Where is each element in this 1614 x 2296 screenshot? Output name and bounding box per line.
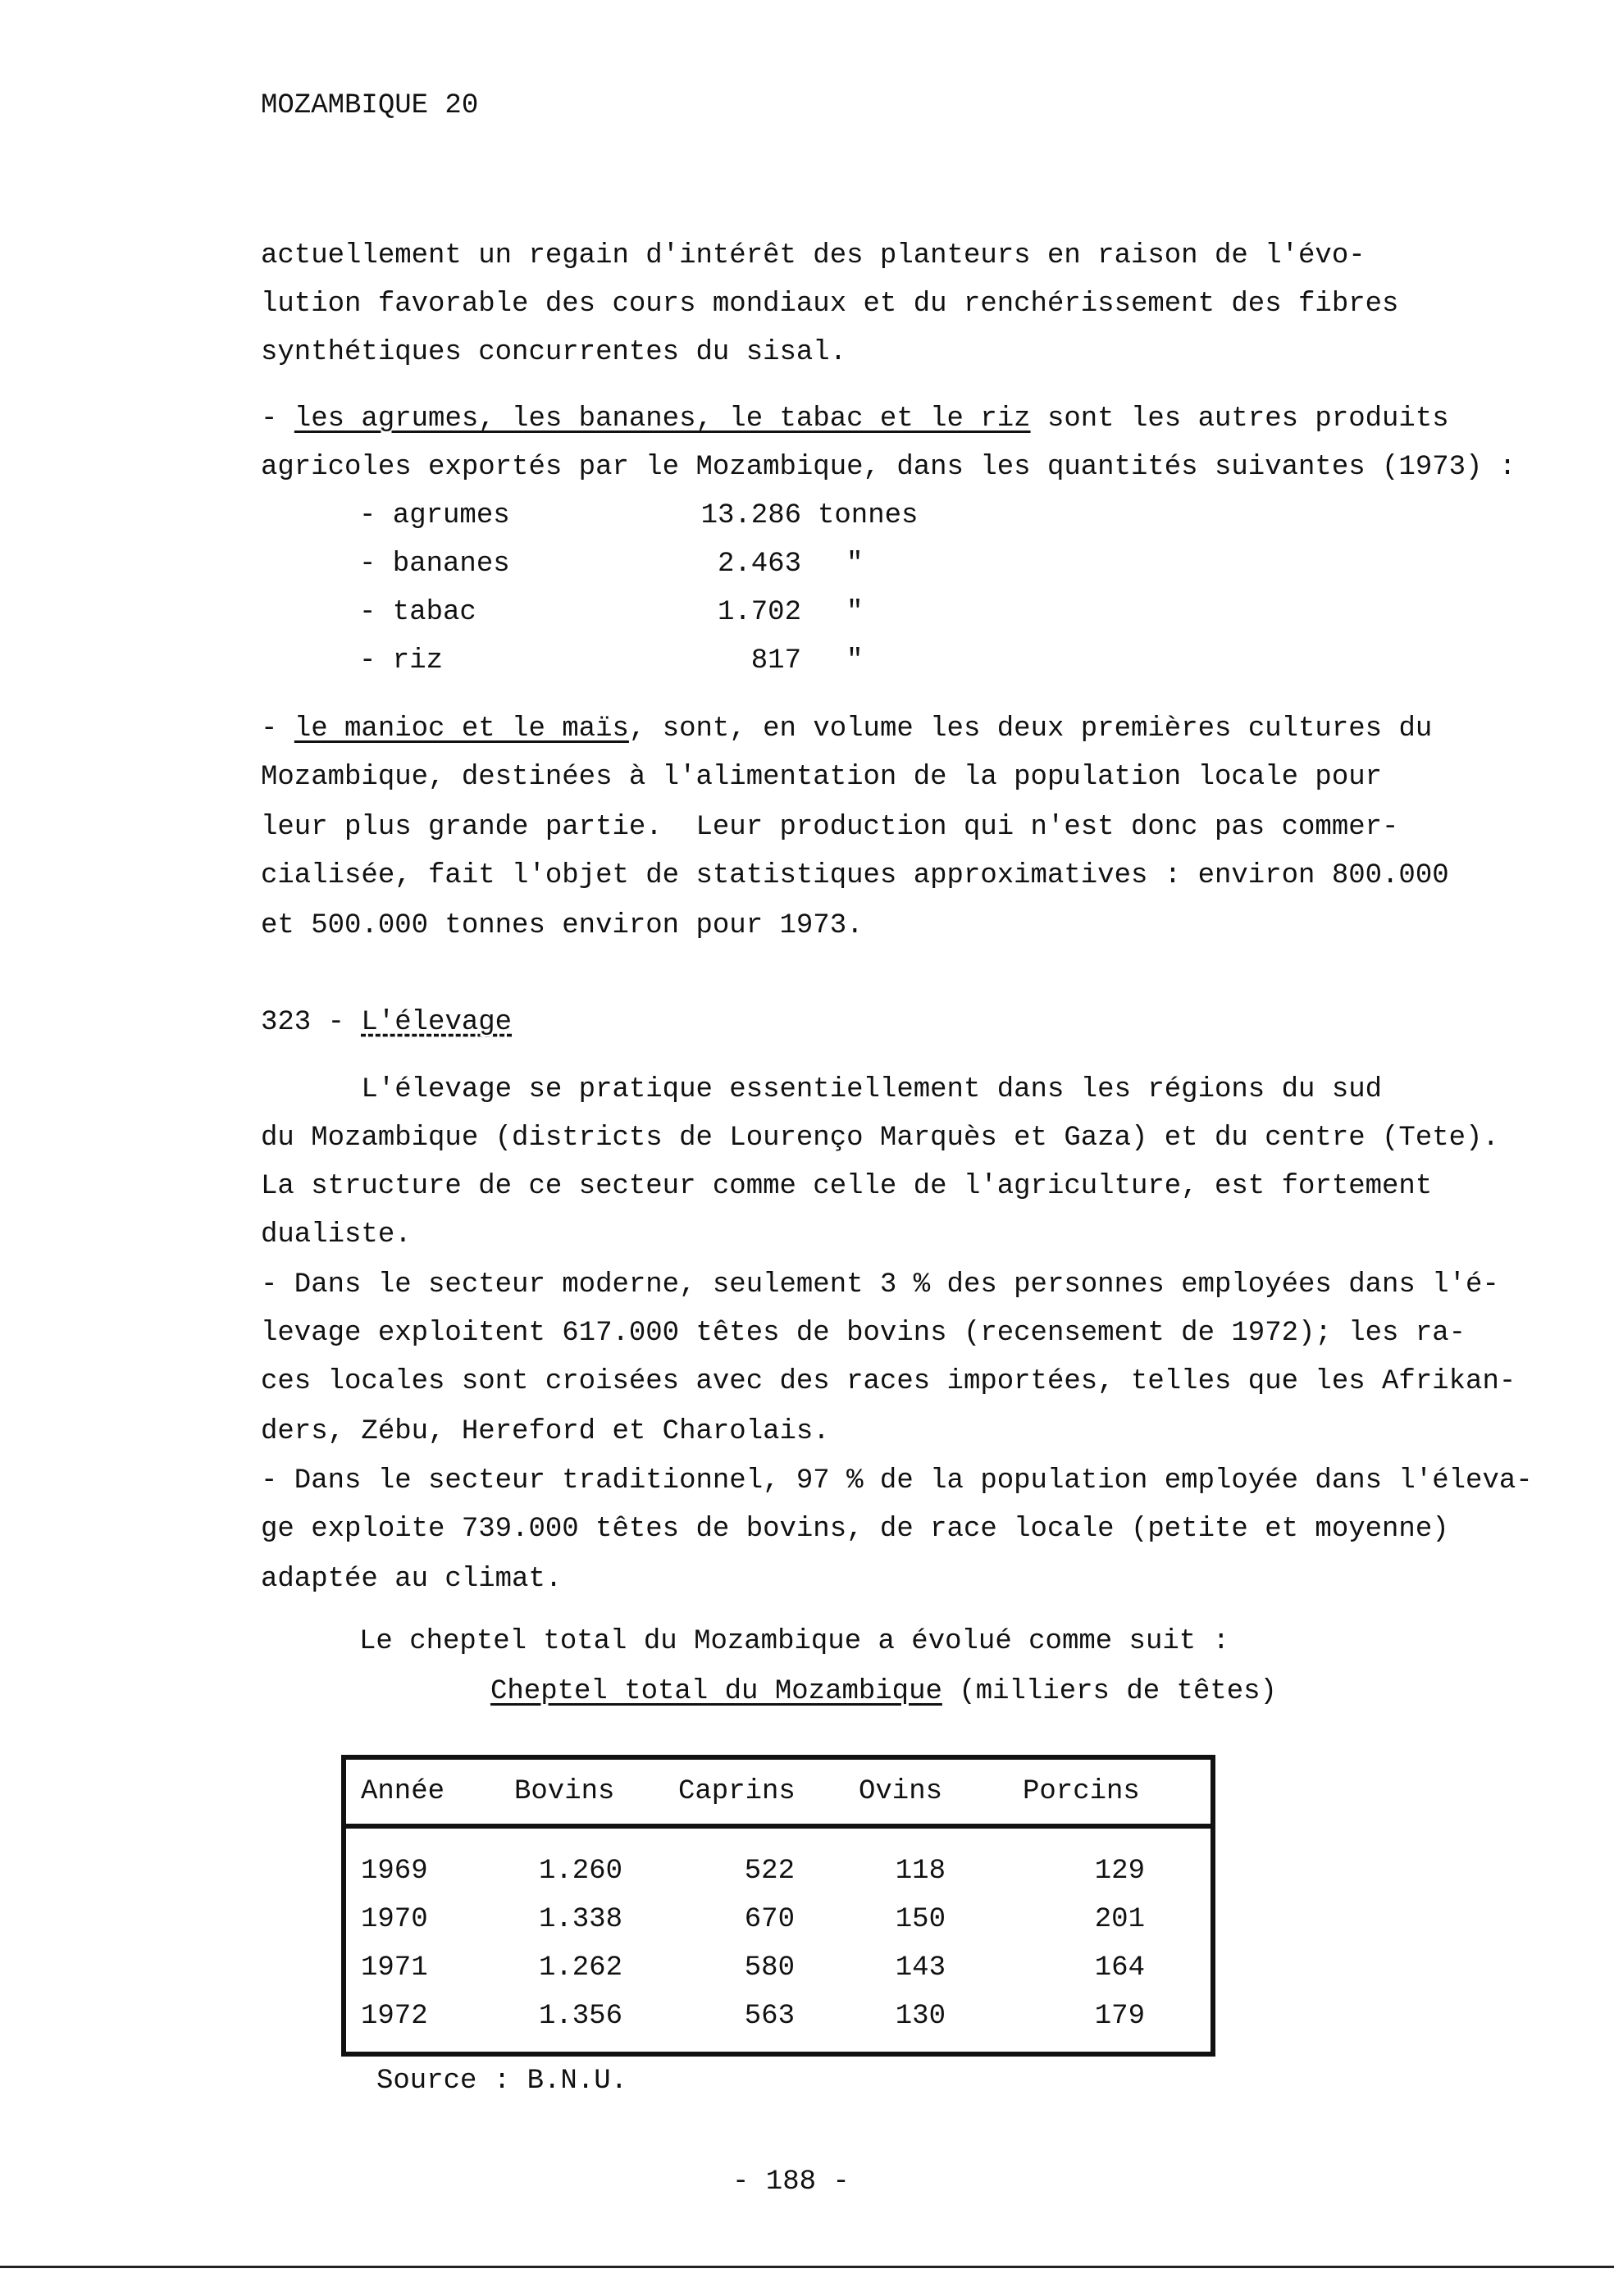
page-header: MOZAMBIQUE 20 [261, 90, 479, 121]
text: sont les autres produits [1030, 403, 1449, 435]
text-line: du Mozambique (districts de Lourenço Marquès et Gaza) et du centre (Tete). [261, 1123, 1499, 1154]
text-line: - Dans le secteur moderne, seulement 3 % des personnes employées dans l'é- [261, 1269, 1499, 1301]
export-value: 13.286 [700, 500, 801, 531]
export-value: 2.463 [717, 549, 801, 580]
cell: 1.262 [538, 1952, 622, 1984]
text-line: ders, Zébu, Hereford et Charolais. [261, 1416, 830, 1447]
text-line: La structure de ce secteur comme celle de l'agriculture, est fortement [261, 1171, 1433, 1202]
text-line: actuellement un regain d'intérêt des planteurs en raison de l'évo- [261, 240, 1366, 271]
text: (milliers de têtes) [942, 1676, 1277, 1707]
table-row [344, 1943, 1213, 1992]
table-row [344, 1847, 1213, 1895]
table-intro: Le cheptel total du Mozambique a évolué comme suit : [359, 1626, 1229, 1657]
export-name: - riz [359, 645, 444, 676]
section-number: 323 - [261, 1007, 362, 1038]
underlined-text: le manioc et le maïs [294, 713, 629, 745]
cell: 1969 [361, 1855, 428, 1887]
export-unit: " [846, 549, 864, 580]
underlined-text: Cheptel total du Mozambique [490, 1676, 942, 1707]
cell: 1.338 [538, 1903, 622, 1935]
export-item [0, 500, 1614, 533]
cell: 1.356 [538, 2000, 622, 2032]
column-header: Ovins [844, 1757, 1008, 1826]
text-line [261, 713, 1432, 745]
section-title: L'élevage [361, 1007, 513, 1038]
section-heading [261, 1006, 512, 1039]
text-line: L'élevage se pratique essentiellement dans les régions du sud [261, 1074, 1383, 1105]
export-unit: " [846, 597, 864, 628]
column-header: Porcins [1008, 1757, 1213, 1826]
export-item [0, 597, 1614, 630]
page-bottom-rule [0, 2266, 1614, 2268]
column-header: Caprins [663, 1757, 844, 1826]
export-item [0, 549, 1614, 581]
table-title [490, 1675, 1277, 1708]
export-value: 1.702 [717, 597, 801, 628]
export-value: 817 [750, 645, 801, 676]
cell: 1971 [361, 1952, 428, 1984]
cell: 522 [744, 1855, 795, 1887]
export-item [0, 645, 1614, 678]
export-name: - tabac [359, 597, 476, 628]
text-line: adaptée au climat. [261, 1564, 563, 1595]
export-name: - bananes [359, 549, 510, 580]
export-unit: tonnes [818, 500, 919, 531]
cell: 1.260 [538, 1855, 622, 1887]
underlined-text: les agrumes, les bananes, le tabac et le riz [294, 403, 1031, 435]
cell: 118 [895, 1855, 946, 1887]
cell: 201 [1094, 1903, 1145, 1935]
page-number: - 188 - [732, 2166, 850, 2198]
text-line: et 500.000 tonnes environ pour 1973. [261, 910, 864, 941]
export-unit: " [846, 645, 864, 676]
text-line: synthétiques concurrentes du sisal. [261, 337, 847, 368]
cell: 130 [895, 2000, 946, 2032]
cell: 179 [1094, 2000, 1145, 2032]
cell: 563 [744, 2000, 795, 2032]
cell: 150 [895, 1903, 946, 1935]
text-line: ces locales sont croisées avec des races importées, telles que les Afrikan- [261, 1366, 1516, 1397]
cell: 580 [744, 1952, 795, 1984]
cell: 670 [744, 1903, 795, 1935]
cell: 129 [1094, 1855, 1145, 1887]
export-name: - agrumes [359, 500, 510, 531]
text-line: Mozambique, destinées à l'alimentation de la population locale pour [261, 762, 1383, 793]
table-header-row [344, 1757, 1213, 1826]
table-row [344, 1992, 1213, 2040]
text: - [261, 713, 294, 745]
text-line: lution favorable des cours mondiaux et du renchérissement des fibres [261, 289, 1399, 320]
livestock-table [341, 1755, 1215, 2057]
cell: 1970 [361, 1903, 428, 1935]
column-header: Bovins [499, 1757, 663, 1826]
cell: 1972 [361, 2000, 428, 2032]
table-source: Source : B.N.U. [376, 2066, 628, 2097]
text-line: leur plus grande partie. Leur production qui n'est donc pas commer- [261, 812, 1399, 843]
text-line: agricoles exportés par le Mozambique, dans les quantités suivantes (1973) : [261, 452, 1516, 483]
text-line [261, 403, 1449, 435]
text-line: levage exploitent 617.000 têtes de bovins (recensement de 1972); les ra- [261, 1318, 1466, 1349]
text: , sont, en volume les deux premières cultures du [628, 713, 1433, 745]
column-header: Année [344, 1757, 499, 1826]
text: - [261, 403, 294, 435]
table-row [344, 1895, 1213, 1943]
text-line: cialisée, fait l'objet de statistiques approximatives : environ 800.000 [261, 860, 1449, 891]
text-line: dualiste. [261, 1219, 412, 1250]
text-line: - Dans le secteur traditionnel, 97 % de la population employée dans l'éleva- [261, 1465, 1533, 1496]
cell: 164 [1094, 1952, 1145, 1984]
cell: 143 [895, 1952, 946, 1984]
text-line: ge exploite 739.000 têtes de bovins, de race locale (petite et moyenne) [261, 1514, 1449, 1545]
